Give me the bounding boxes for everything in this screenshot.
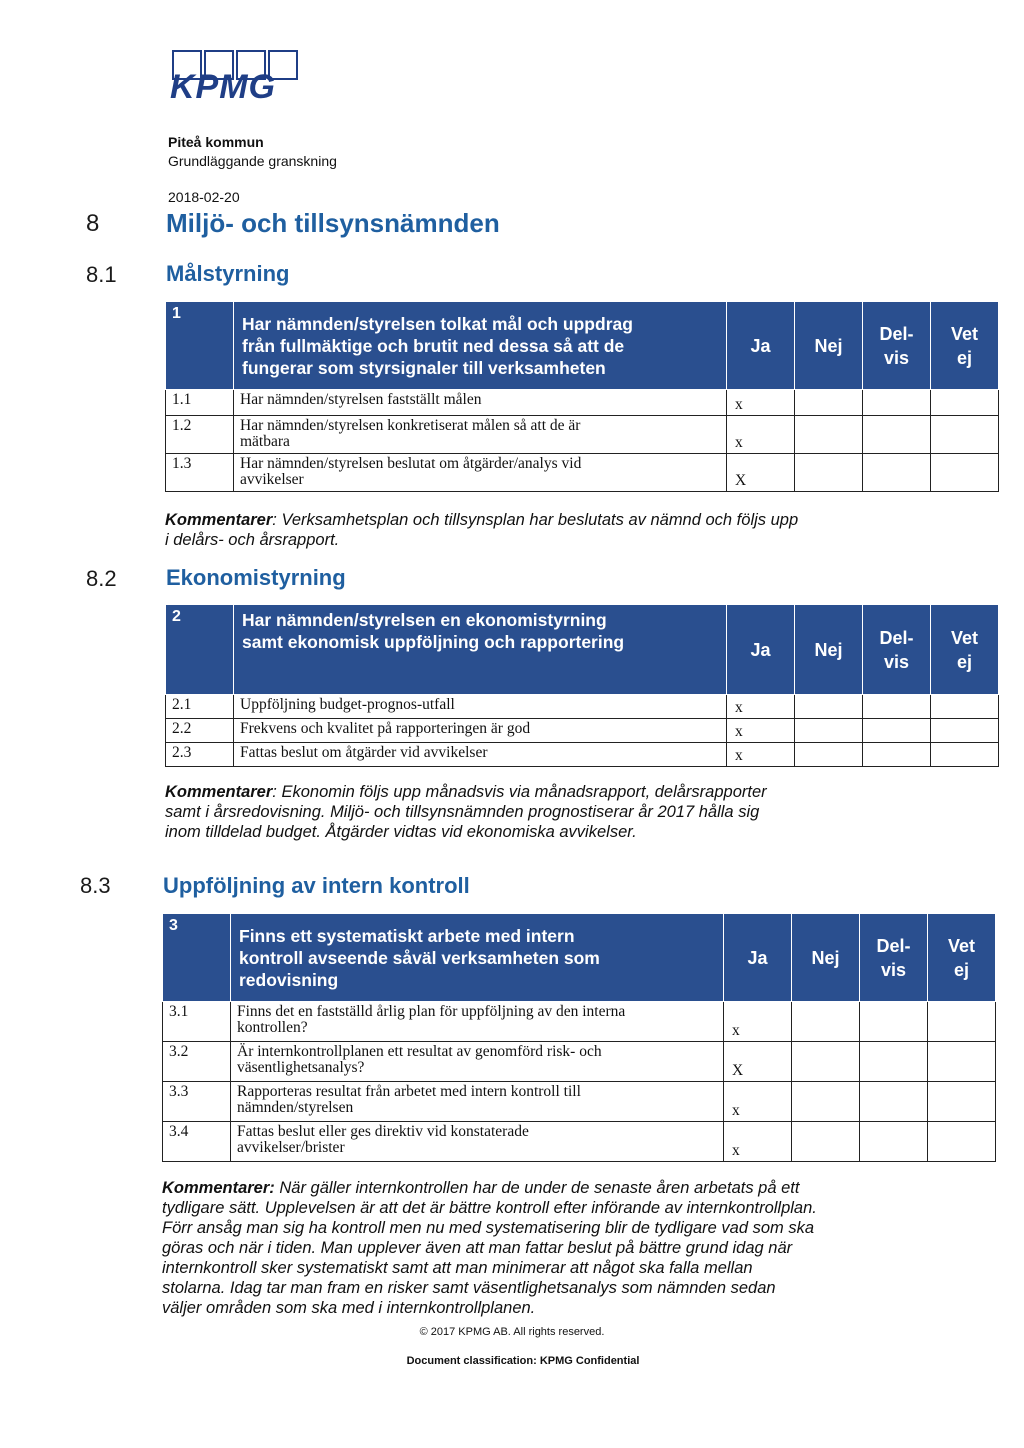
option-vet-ej: Vet ej <box>931 605 999 695</box>
question-text <box>234 605 727 695</box>
row-number: 1.2 <box>166 416 234 454</box>
kpmg-logo <box>168 44 308 106</box>
subsection-title: Ekonomistyrning <box>166 565 346 590</box>
answer-nej <box>792 1122 860 1162</box>
answer-delvis <box>860 1042 928 1082</box>
answer-vet-ej <box>928 1042 996 1082</box>
row-text: Har nämnden/styrelsen beslutat om åtgärder/analys vid avvikelser <box>234 454 727 492</box>
question-header-row <box>163 914 996 1002</box>
comment-line: Förr ansåg man sig ha kontroll men nu med systematisering blir de tydligare vad som ska <box>162 1219 815 1237</box>
row-number: 1.1 <box>166 390 234 416</box>
document-classification: Document classification: KPMG Confidential <box>406 1355 640 1367</box>
answer-ja: x <box>724 1122 792 1162</box>
row-number: 2.2 <box>166 719 234 743</box>
answer-nej <box>792 1082 860 1122</box>
option-ja: Ja <box>727 302 795 390</box>
answer-nej <box>792 1002 860 1042</box>
answer-delvis <box>863 416 931 454</box>
answer-ja: X <box>727 454 795 492</box>
subsection-number: 8.2 <box>86 566 117 591</box>
table-row <box>163 1042 996 1082</box>
subsection-title: Uppföljning av intern kontroll <box>163 873 470 898</box>
answer-delvis <box>863 390 931 416</box>
answer-vet-ej <box>928 1122 996 1162</box>
comment-label: Kommentarer <box>165 783 273 801</box>
answer-ja: x <box>727 416 795 454</box>
section-title: Miljö- och tillsynsnämnden <box>166 208 500 238</box>
question-number: 2 <box>166 605 234 695</box>
question-table-2 <box>165 604 999 767</box>
row-number: 1.3 <box>166 454 234 492</box>
answer-nej <box>795 695 863 719</box>
comment-line: samt i årsredovisning. Miljö- och tillsynsnämnden prognostiserar år 2017 hålla sig <box>165 803 760 821</box>
comment-line: stolarna. Idag tar man fram en risker samt väsentlighetsanalys som nämnden sedan <box>162 1279 776 1297</box>
comment-label: Kommentarer: <box>162 1179 275 1197</box>
question-line: kontroll avseende såväl verksamheten som <box>239 947 600 968</box>
answer-ja: x <box>727 695 795 719</box>
answer-vet-ej <box>931 743 999 767</box>
comment-block: Kommentarer: Verksamhetsplan och tillsynsplan har beslutats av nämnd och följs upp i delårs- och årsrapport. <box>165 510 925 550</box>
row-text: Frekvens och kvalitet på rapporteringen är god <box>234 719 727 743</box>
table-row <box>166 390 999 416</box>
option-vet-ej: Vet ej <box>928 914 996 1002</box>
org-name: Piteå kommun <box>168 134 264 150</box>
row-number: 2.3 <box>166 743 234 767</box>
option-nej: Nej <box>795 302 863 390</box>
answer-nej <box>795 743 863 767</box>
row-text: Har nämnden/styrelsen konkretiserat målen så att de är mätbara <box>234 416 727 454</box>
subsection-title: Målstyrning <box>166 261 290 286</box>
question-table-3 <box>162 913 996 1162</box>
comment-line: i delårs- och årsrapport. <box>165 531 340 549</box>
comment-line: Ekonomin följs upp månadsvis via månadsrapport, delårsrapporter <box>281 783 767 801</box>
row-text: Har nämnden/styrelsen fastställt målen <box>234 390 727 416</box>
row-number: 2.1 <box>166 695 234 719</box>
question-number: 1 <box>166 302 234 390</box>
answer-delvis <box>863 719 931 743</box>
row-number: 3.2 <box>163 1042 231 1082</box>
table-row <box>163 1002 996 1042</box>
answer-delvis <box>863 454 931 492</box>
option-delvis: Del- vis <box>863 302 931 390</box>
report-date: 2018-02-20 <box>168 189 240 205</box>
question-text <box>231 914 724 1002</box>
answer-vet-ej <box>931 454 999 492</box>
question-line: redovisning <box>239 969 339 990</box>
question-line: fungerar som styrsignaler till verksamheten <box>242 357 606 378</box>
table-row <box>166 743 999 767</box>
answer-vet-ej <box>931 695 999 719</box>
comment-label: Kommentarer <box>165 511 273 529</box>
answer-ja: x <box>727 719 795 743</box>
option-delvis: Del- vis <box>860 914 928 1002</box>
section-number: 8 <box>86 210 100 237</box>
question-table-1 <box>165 301 999 492</box>
question-line: Finns ett systematiskt arbete med intern <box>239 925 575 946</box>
row-text: Rapporteras resultat från arbetet med intern kontroll till nämnden/styrelsen <box>231 1082 724 1122</box>
row-text: Uppföljning budget-prognos-utfall <box>234 695 727 719</box>
answer-ja: x <box>724 1002 792 1042</box>
answer-nej <box>792 1042 860 1082</box>
option-nej: Nej <box>795 605 863 695</box>
question-text <box>234 302 727 390</box>
question-line: samt ekonomisk uppföljning och rapportering <box>242 632 625 652</box>
answer-nej <box>795 719 863 743</box>
table-row <box>166 695 999 719</box>
answer-delvis <box>860 1082 928 1122</box>
question-header-row <box>166 605 999 695</box>
row-number: 3.4 <box>163 1122 231 1162</box>
option-delvis: Del- vis <box>863 605 931 695</box>
answer-ja: x <box>727 743 795 767</box>
answer-vet-ej <box>931 390 999 416</box>
comment-line: göras och när i tiden. Man upplever även att man fattar beslut på bättre grund idag när <box>162 1239 793 1257</box>
comment-line: När gäller internkontrollen har de under de senaste åren arbetats på ett <box>279 1179 800 1197</box>
question-number: 3 <box>163 914 231 1002</box>
copyright: © 2017 KPMG AB. All rights reserved. <box>419 1326 605 1338</box>
comment-line: Verksamhetsplan och tillsynsplan har beslutats av nämnd och följs upp <box>281 511 799 529</box>
answer-delvis <box>863 743 931 767</box>
answer-vet-ej <box>931 719 999 743</box>
comment-block: Kommentarer: Ekonomin följs upp månadsvis via månadsrapport, delårsrapporter samt i årsredovisning. Miljö- och tillsynsnämnden prognostiserar år 2017 hålla sig inom tilldelad budget. Åtgärder vidtas vid ekonomiska avvikelser. <box>165 782 945 842</box>
option-vet-ej: Vet ej <box>931 302 999 390</box>
subsection-number: 8.1 <box>86 262 117 287</box>
answer-vet-ej <box>928 1002 996 1042</box>
answer-ja: x <box>727 390 795 416</box>
answer-delvis <box>860 1002 928 1042</box>
comment-line: väljer områden som ska med i internkontrollplanen. <box>162 1299 536 1317</box>
table-row <box>163 1082 996 1122</box>
answer-delvis <box>863 695 931 719</box>
answer-nej <box>795 390 863 416</box>
table-row <box>163 1122 996 1162</box>
logo-text: KPMG <box>170 68 276 106</box>
comment-line: tydligare sätt. Upplevelsen är att det är bättre kontroll efter införande av internkontrollplan. <box>162 1199 817 1217</box>
option-nej: Nej <box>792 914 860 1002</box>
row-text: Är internkontrollplanen ett resultat av genomförd risk- och väsentlighetsanalys? <box>231 1042 724 1082</box>
question-line: Har nämnden/styrelsen tolkat mål och uppdrag <box>242 313 633 334</box>
option-ja: Ja <box>724 914 792 1002</box>
answer-ja: X <box>724 1042 792 1082</box>
row-text: Fattas beslut eller ges direktiv vid konstaterade avvikelser/brister <box>231 1122 724 1162</box>
question-line: Har nämnden/styrelsen en ekonomistyrning <box>242 610 607 630</box>
row-number: 3.1 <box>163 1002 231 1042</box>
answer-delvis <box>860 1122 928 1162</box>
report-name: Grundläggande granskning <box>168 153 337 169</box>
answer-vet-ej <box>928 1082 996 1122</box>
question-line: från fullmäktige och brutit ned dessa så att de <box>242 335 625 356</box>
answer-nej <box>795 416 863 454</box>
comment-line: inom tilldelad budget. Åtgärder vidtas vid ekonomiska avvikelser. <box>165 823 637 841</box>
comment-block <box>162 1178 962 1318</box>
table-row <box>166 416 999 454</box>
row-text: Finns det en fastställd årlig plan för uppföljning av den interna kontrollen? <box>231 1002 724 1042</box>
comment-line: internkontroll sker systematiskt samt att man minimerar att något ska falla mellan <box>162 1259 753 1277</box>
answer-ja: x <box>724 1082 792 1122</box>
answer-vet-ej <box>931 416 999 454</box>
row-number: 3.3 <box>163 1082 231 1122</box>
table-row <box>166 719 999 743</box>
answer-nej <box>795 454 863 492</box>
option-ja: Ja <box>727 605 795 695</box>
row-text: Fattas beslut om åtgärder vid avvikelser <box>234 743 727 767</box>
question-header-row <box>166 302 999 390</box>
subsection-number: 8.3 <box>80 873 111 898</box>
table-row <box>166 454 999 492</box>
